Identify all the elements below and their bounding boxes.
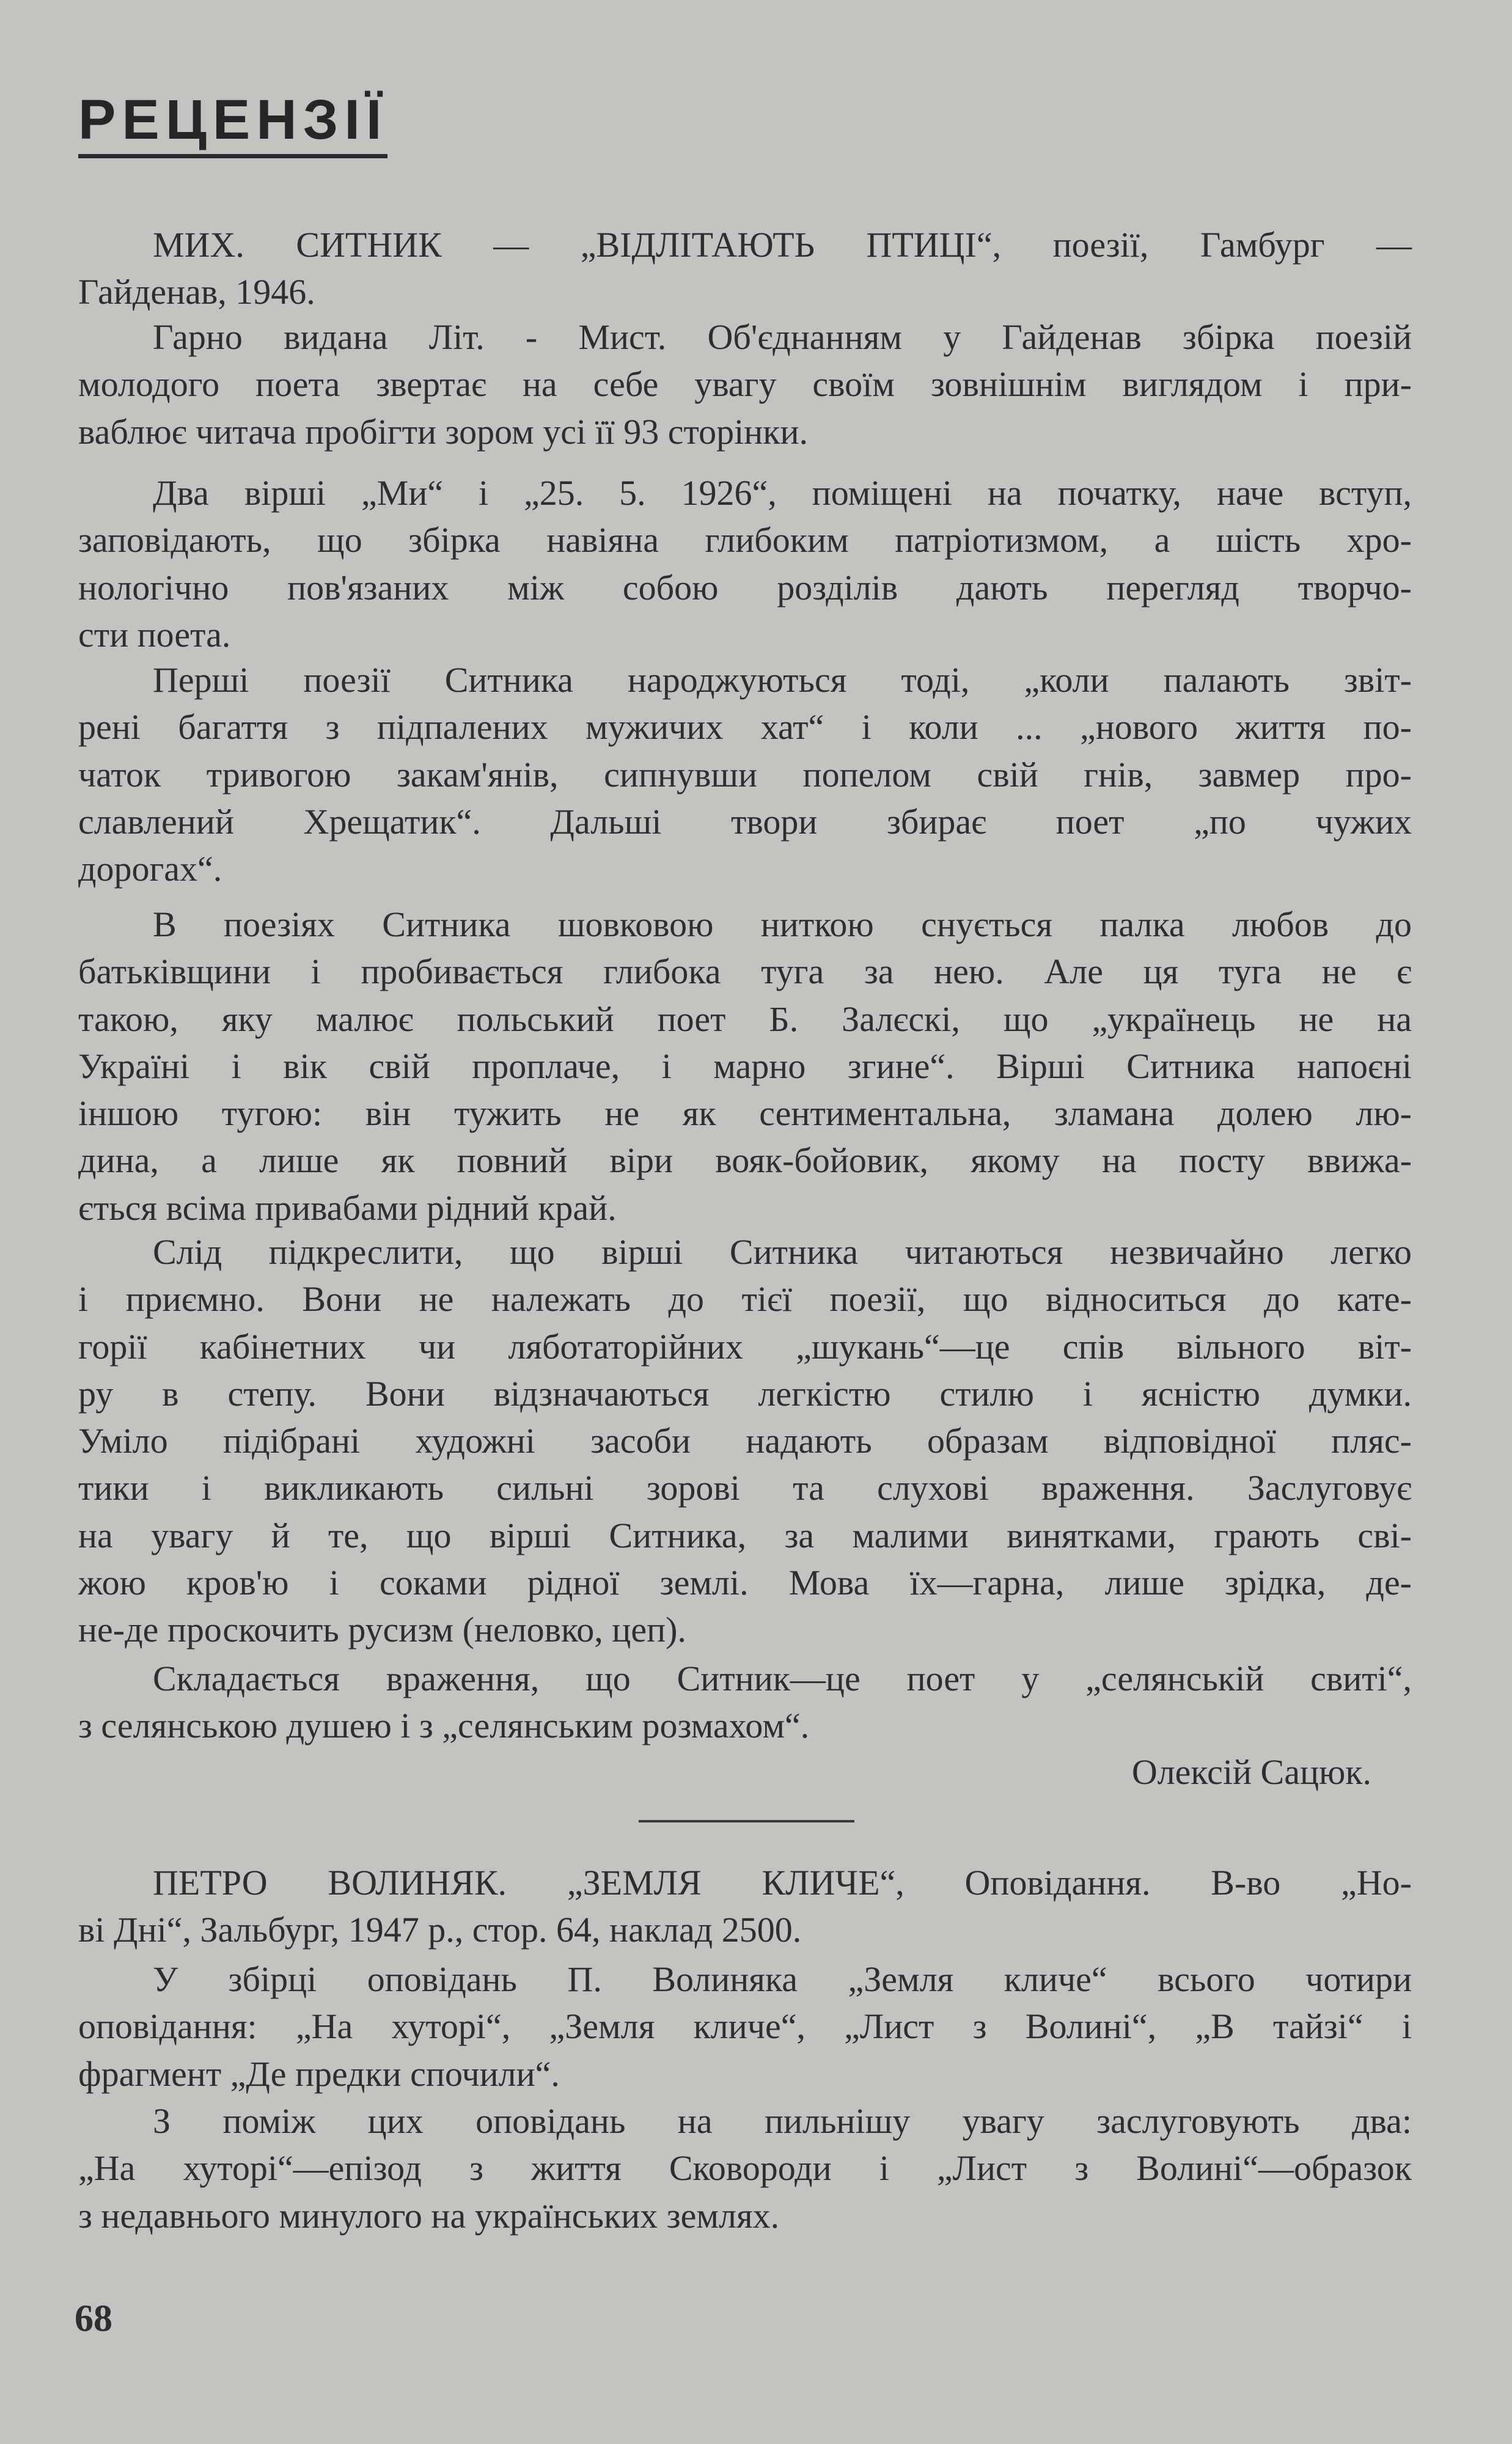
text-line: славлений Хрещатик“. Дальші твори збирає поет „по чужих [78,801,1412,842]
text-line: З поміж цих оповідань на пильнішу увагу заслуговують два: [153,2101,1412,2141]
text-line: іншою тугою: він тужить не як сентиментальна, зламана долею лю- [78,1093,1412,1134]
text-line: МИХ. СИТНИК — „ВІДЛІТАЮТЬ ПТИЦІ“, поезії, Гамбург — [153,225,1412,265]
text-line: жою кров'ю і соками рідної землі. Мова їх—гарна, лише зрідка, де- [78,1563,1412,1603]
text-line: Гарно видана Літ. - Мист. Об'єднанням у Гайденав збірка поезій [153,317,1412,357]
page-number: 68 [75,2298,112,2339]
text-line: оповідання: „На хуторі“, „Земля кличе“, „Лист з Волині“, „В тайзі“ і [78,2006,1412,2047]
section-divider [639,1820,854,1822]
text-line: ваблює читача пробігти зором усі її 93 сторінки. [78,411,808,452]
paragraph [78,1859,1412,1954]
text-line: Перші поезії Ситника народжуються тоді, „коли палають звіт- [153,660,1412,700]
text-line: чаток тривогою закам'янів, сипнувши попелом свій гнів, завмер про- [78,754,1412,794]
paragraph [78,221,1412,316]
text-line: з селянською душею і з „селянським розмахом“. [78,1706,810,1746]
text-line: фрагмент „Де предки спочили“. [78,2053,560,2094]
text-line: Україні і вік свій проплаче, і марно згине“. Вірші Ситника напоєні [78,1046,1412,1086]
text-line: Уміло підібрані художні засоби надають образам відповідної пляс- [78,1421,1412,1461]
text-line: і приємно. Вони не належать до тієї поезії, що відноситься до кате- [78,1279,1412,1319]
review-signature: Олексій Сацюк. [1131,1752,1371,1792]
text-line: з недавнього минулого на українських землях. [78,2195,780,2236]
paragraph [78,2097,1412,2239]
text-line: ПЕТРО ВОЛИНЯК. „ЗЕМЛЯ КЛИЧЕ“, Оповідання. В-во „Но- [153,1863,1412,1903]
text-line: такою, яку малює польський поет Б. Залєскі, що „українець не на [78,999,1412,1039]
section-heading: РЕЦЕНЗІЇ [78,86,387,158]
text-line: не-де проскочить русизм (неловко, цеп). [78,1610,686,1650]
text-line: на увагу й те, що вірші Ситника, за малими винятками, грають сві- [78,1515,1412,1555]
text-line: сти поета. [78,614,231,655]
text-line: ві Дні“, Зальбург, 1947 р., стор. 64, наклад 2500. [78,1910,802,1950]
text-line: В поезіях Ситника шовковою ниткою снується палка любов до [153,905,1412,944]
text-line: Складається враження, що Ситник—це поет у „селянській свиті“, [153,1659,1412,1698]
text-line: заповідають, що збірка навіяна глибоким патріотизмом, а шість хро- [78,520,1412,560]
text-line: горії кабінетних чи ляботаторійних „шукань“—це спів вільного віт- [78,1326,1412,1367]
text-line: У збірці оповідань П. Волиняка „Земля кличе“ всього чотири [153,1959,1412,1999]
paragraph [78,1228,1412,1654]
paragraph [78,1956,1412,2097]
text-line: дорогах“. [78,849,222,889]
paragraph [78,656,1412,892]
text-line: Слід підкреслити, що вірші Ситника читаються незвичайно легко [153,1232,1412,1272]
text-line: ру в степу. Вони відзначаються легкістю стилю і ясністю думки. [78,1373,1412,1414]
text-line: Два вірші „Ми“ і „25. 5. 1926“, поміщені на початку, наче вступ, [153,473,1412,513]
paragraph [78,469,1412,658]
text-line: нологічно пов'язаних між собою розділів дають перегляд творчо- [78,567,1412,607]
paragraph [78,314,1412,455]
text-line: ється всіма привабами рідний край. [78,1187,617,1228]
text-line: дина, а лише як повний віри вояк-бойовик, якому на посту ввижа- [78,1140,1412,1181]
text-line: Гайденав, 1946. [78,272,315,312]
paragraph [78,901,1412,1231]
text-line: батьківщини і пробивається глибока туга за нею. Але ця туга не є [78,952,1412,992]
text-line: тики і викликають сильні зорові та слухові враження. Заслуговує [78,1468,1412,1508]
paragraph [78,1655,1412,1750]
text-line: рені багаття з підпалених мужичих хат“ і коли ... „нового життя по- [78,707,1412,747]
text-line: „На хуторі“—епізод з життя Сковороди і „Лист з Волині“—образок [78,2148,1412,2189]
text-line: молодого поета звертає на себе увагу своїм зовнішнім виглядом і при- [78,364,1412,405]
